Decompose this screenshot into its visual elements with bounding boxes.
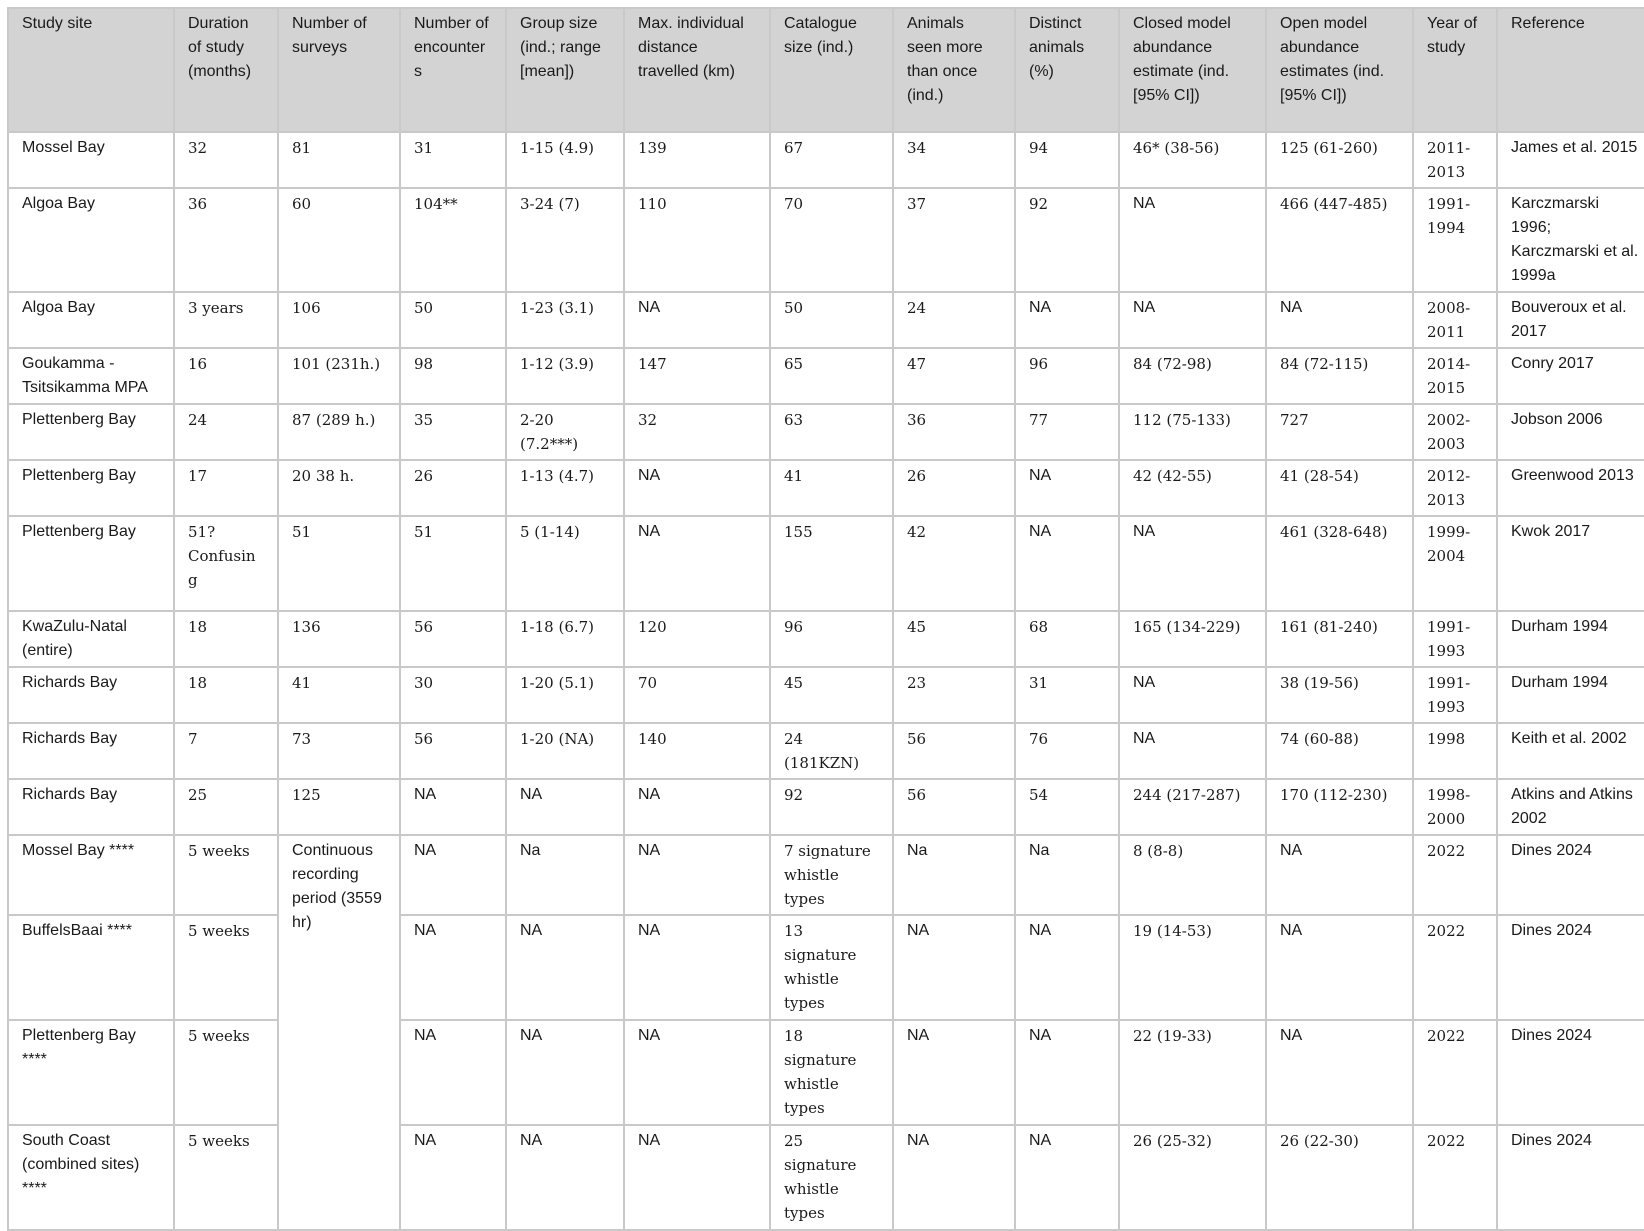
cell-closed: 244 (217-287) (1119, 779, 1266, 835)
cell-duration: 17 (174, 460, 278, 516)
table-row (8, 404, 1644, 460)
cell-distinct: NA (1015, 1125, 1119, 1230)
table-row (8, 779, 1644, 835)
cell-closed: 42 (42-55) (1119, 460, 1266, 516)
cell-ref: Dines 2024 (1497, 1125, 1644, 1230)
cell-ref: Keith et al. 2002 (1497, 723, 1644, 779)
cell-distinct: NA (1015, 292, 1119, 348)
cell-year: 2014-2015 (1413, 348, 1497, 404)
cell-group: 1-15 (4.9) (506, 132, 624, 188)
study-comparison-table (7, 7, 1644, 1231)
cell-year: 1991-1994 (1413, 188, 1497, 292)
cell-open: NA (1266, 1020, 1413, 1125)
cell-distance: 140 (624, 723, 770, 779)
header-group-size: Group size (ind.; range [mean]) (506, 8, 624, 132)
cell-surveys: 101 (231h.) (278, 348, 400, 404)
cell-site: Mossel Bay (8, 132, 174, 188)
cell-catalogue: 155 (770, 516, 893, 611)
cell-site: Mossel Bay **** (8, 835, 174, 915)
header-duration: Duration of study (months) (174, 8, 278, 132)
table-row (8, 516, 1644, 611)
cell-encounters: 56 (400, 723, 506, 779)
cell-year: 2008-2011 (1413, 292, 1497, 348)
cell-catalogue: 13 signature whistle types (770, 915, 893, 1020)
cell-open: 26 (22-30) (1266, 1125, 1413, 1230)
cell-seen: 45 (893, 611, 1015, 667)
cell-seen: 26 (893, 460, 1015, 516)
cell-distinct: NA (1015, 1020, 1119, 1125)
cell-year: 2022 (1413, 1125, 1497, 1230)
cell-distance: NA (624, 516, 770, 611)
header-surveys: Number of surveys (278, 8, 400, 132)
cell-seen: 24 (893, 292, 1015, 348)
cell-ref: Jobson 2006 (1497, 404, 1644, 460)
cell-ref: Durham 1994 (1497, 667, 1644, 723)
cell-distinct: 92 (1015, 188, 1119, 292)
cell-distance: NA (624, 1125, 770, 1230)
cell-duration: 5 weeks (174, 915, 278, 1020)
cell-year: 2022 (1413, 1020, 1497, 1125)
cell-seen: Na (893, 835, 1015, 915)
cell-duration: 5 weeks (174, 1020, 278, 1125)
header-distinct-animals: Distinct animals (%) (1015, 8, 1119, 132)
cell-group: NA (506, 779, 624, 835)
cell-duration: 3 years (174, 292, 278, 348)
cell-distance: NA (624, 779, 770, 835)
cell-distinct: 54 (1015, 779, 1119, 835)
cell-catalogue: 65 (770, 348, 893, 404)
cell-seen: 56 (893, 723, 1015, 779)
cell-year: 1998-2000 (1413, 779, 1497, 835)
cell-surveys: 20 38 h. (278, 460, 400, 516)
cell-duration: 36 (174, 188, 278, 292)
cell-seen: 37 (893, 188, 1015, 292)
cell-open: 74 (60-88) (1266, 723, 1413, 779)
cell-site: Richards Bay (8, 667, 174, 723)
table-row (8, 460, 1644, 516)
cell-open: 38 (19-56) (1266, 667, 1413, 723)
cell-group: 3-24 (7) (506, 188, 624, 292)
cell-catalogue: 18 signature whistle types (770, 1020, 893, 1125)
cell-site: Richards Bay (8, 723, 174, 779)
cell-closed: 26 (25-32) (1119, 1125, 1266, 1230)
cell-site: Richards Bay (8, 779, 174, 835)
cell-seen: NA (893, 1020, 1015, 1125)
cell-distance: 120 (624, 611, 770, 667)
cell-closed: NA (1119, 667, 1266, 723)
cell-closed: 165 (134-229) (1119, 611, 1266, 667)
cell-catalogue: 63 (770, 404, 893, 460)
cell-site: KwaZulu-Natal (entire) (8, 611, 174, 667)
cell-year: 2022 (1413, 915, 1497, 1020)
cell-surveys: 41 (278, 667, 400, 723)
header-reference: Reference (1497, 8, 1644, 132)
table-row (8, 667, 1644, 723)
cell-catalogue: 7 signature whistle types (770, 835, 893, 915)
cell-seen: NA (893, 1125, 1015, 1230)
cell-ref: Durham 1994 (1497, 611, 1644, 667)
cell-group: NA (506, 1020, 624, 1125)
cell-site: Plettenberg Bay (8, 404, 174, 460)
cell-seen: 34 (893, 132, 1015, 188)
cell-surveys: 51 (278, 516, 400, 611)
cell-group: 1-18 (6.7) (506, 611, 624, 667)
cell-distance: 32 (624, 404, 770, 460)
cell-closed: 84 (72-98) (1119, 348, 1266, 404)
cell-seen: 36 (893, 404, 1015, 460)
cell-catalogue: 45 (770, 667, 893, 723)
cell-group: NA (506, 1125, 624, 1230)
cell-closed: 46* (38-56) (1119, 132, 1266, 188)
cell-duration: 51? Confusing (174, 516, 278, 611)
cell-distance: 70 (624, 667, 770, 723)
cell-group: 1-23 (3.1) (506, 292, 624, 348)
cell-closed: 22 (19-33) (1119, 1020, 1266, 1125)
cell-duration: 32 (174, 132, 278, 188)
cell-surveys: 125 (278, 779, 400, 835)
cell-surveys: Continuous recording period (3559 hr) (278, 835, 400, 1230)
cell-open: 461 (328-648) (1266, 516, 1413, 611)
cell-encounters: 50 (400, 292, 506, 348)
cell-site: South Coast (combined sites) **** (8, 1125, 174, 1230)
cell-surveys: 73 (278, 723, 400, 779)
cell-distance: 147 (624, 348, 770, 404)
cell-encounters: 98 (400, 348, 506, 404)
table-row (8, 611, 1644, 667)
table-row (8, 292, 1644, 348)
cell-seen: 23 (893, 667, 1015, 723)
cell-open: NA (1266, 292, 1413, 348)
cell-closed: NA (1119, 188, 1266, 292)
cell-encounters: NA (400, 779, 506, 835)
table-row (8, 1125, 1644, 1230)
table-row (8, 723, 1644, 779)
cell-open: NA (1266, 835, 1413, 915)
cell-year: 2011-2013 (1413, 132, 1497, 188)
cell-year: 1998 (1413, 723, 1497, 779)
cell-distinct: NA (1015, 460, 1119, 516)
cell-distinct: NA (1015, 915, 1119, 1020)
cell-group: 5 (1-14) (506, 516, 624, 611)
cell-year: 1991-1993 (1413, 611, 1497, 667)
cell-encounters: NA (400, 835, 506, 915)
cell-encounters: 104** (400, 188, 506, 292)
cell-site: Algoa Bay (8, 292, 174, 348)
cell-seen: 56 (893, 779, 1015, 835)
cell-encounters: NA (400, 915, 506, 1020)
table-row (8, 132, 1644, 188)
cell-distinct: 94 (1015, 132, 1119, 188)
cell-distinct: 68 (1015, 611, 1119, 667)
cell-distinct: Na (1015, 835, 1119, 915)
cell-seen: 47 (893, 348, 1015, 404)
cell-year: 2022 (1413, 835, 1497, 915)
table-row (8, 348, 1644, 404)
cell-closed: NA (1119, 516, 1266, 611)
cell-encounters: NA (400, 1125, 506, 1230)
cell-encounters: 30 (400, 667, 506, 723)
header-year: Year of study (1413, 8, 1497, 132)
cell-group: NA (506, 915, 624, 1020)
cell-ref: Kwok 2017 (1497, 516, 1644, 611)
cell-year: 2002-2003 (1413, 404, 1497, 460)
cell-ref: Bouveroux et al. 2017 (1497, 292, 1644, 348)
cell-duration: 7 (174, 723, 278, 779)
cell-open: 727 (1266, 404, 1413, 460)
cell-distance: NA (624, 1020, 770, 1125)
cell-open: 125 (61-260) (1266, 132, 1413, 188)
cell-ref: Conry 2017 (1497, 348, 1644, 404)
cell-catalogue: 70 (770, 188, 893, 292)
cell-site: Plettenberg Bay (8, 516, 174, 611)
table-body (8, 132, 1644, 1230)
cell-distinct: 76 (1015, 723, 1119, 779)
cell-open: 170 (112-230) (1266, 779, 1413, 835)
cell-closed: NA (1119, 292, 1266, 348)
header-max-distance: Max. individual distance travelled (km) (624, 8, 770, 132)
cell-site: Goukamma - Tsitsikamma MPA (8, 348, 174, 404)
cell-distance: NA (624, 292, 770, 348)
cell-duration: 18 (174, 667, 278, 723)
cell-site: Algoa Bay (8, 188, 174, 292)
cell-ref: Atkins and Atkins 2002 (1497, 779, 1644, 835)
cell-encounters: 26 (400, 460, 506, 516)
cell-group: Na (506, 835, 624, 915)
cell-closed: NA (1119, 723, 1266, 779)
cell-seen: NA (893, 915, 1015, 1020)
cell-duration: 16 (174, 348, 278, 404)
cell-seen: 42 (893, 516, 1015, 611)
table-row (8, 835, 1644, 915)
cell-surveys: 136 (278, 611, 400, 667)
header-encounters: Number of encounters (400, 8, 506, 132)
cell-catalogue: 50 (770, 292, 893, 348)
cell-group: 1-12 (3.9) (506, 348, 624, 404)
cell-encounters: 31 (400, 132, 506, 188)
cell-site: Plettenberg Bay (8, 460, 174, 516)
cell-distance: NA (624, 835, 770, 915)
cell-open: 84 (72-115) (1266, 348, 1413, 404)
cell-catalogue: 96 (770, 611, 893, 667)
table-row (8, 1020, 1644, 1125)
cell-ref: Dines 2024 (1497, 1020, 1644, 1125)
cell-encounters: 56 (400, 611, 506, 667)
cell-closed: 19 (14-53) (1119, 915, 1266, 1020)
cell-group: 2-20 (7.2***) (506, 404, 624, 460)
cell-catalogue: 25 signature whistle types (770, 1125, 893, 1230)
cell-encounters: NA (400, 1020, 506, 1125)
cell-surveys: 60 (278, 188, 400, 292)
cell-year: 1991-1993 (1413, 667, 1497, 723)
cell-year: 1999-2004 (1413, 516, 1497, 611)
cell-duration: 25 (174, 779, 278, 835)
cell-surveys: 87 (289 h.) (278, 404, 400, 460)
header-closed-model: Closed model abundance estimate (ind. [95% CI]) (1119, 8, 1266, 132)
cell-distinct: NA (1015, 516, 1119, 611)
cell-ref: Dines 2024 (1497, 835, 1644, 915)
header-row (8, 8, 1644, 132)
table-row (8, 915, 1644, 1020)
cell-distinct: 31 (1015, 667, 1119, 723)
cell-distance: 110 (624, 188, 770, 292)
cell-group: 1-13 (4.7) (506, 460, 624, 516)
cell-distinct: 96 (1015, 348, 1119, 404)
cell-closed: 8 (8-8) (1119, 835, 1266, 915)
cell-distinct: 77 (1015, 404, 1119, 460)
header-open-model: Open model abundance estimates (ind. [95% CI]) (1266, 8, 1413, 132)
cell-duration: 24 (174, 404, 278, 460)
cell-encounters: 35 (400, 404, 506, 460)
cell-site: Plettenberg Bay **** (8, 1020, 174, 1125)
cell-duration: 18 (174, 611, 278, 667)
cell-catalogue: 67 (770, 132, 893, 188)
cell-catalogue: 92 (770, 779, 893, 835)
cell-distance: NA (624, 460, 770, 516)
cell-distance: NA (624, 915, 770, 1020)
cell-duration: 5 weeks (174, 835, 278, 915)
header-seen-more-than-once: Animals seen more than once (ind.) (893, 8, 1015, 132)
cell-ref: James et al. 2015 (1497, 132, 1644, 188)
cell-catalogue: 41 (770, 460, 893, 516)
cell-ref: Dines 2024 (1497, 915, 1644, 1020)
cell-site: BuffelsBaai **** (8, 915, 174, 1020)
header-catalogue-size: Catalogue size (ind.) (770, 8, 893, 132)
cell-closed: 112 (75-133) (1119, 404, 1266, 460)
cell-surveys: 106 (278, 292, 400, 348)
cell-surveys: 81 (278, 132, 400, 188)
cell-duration: 5 weeks (174, 1125, 278, 1230)
cell-open: 161 (81-240) (1266, 611, 1413, 667)
cell-group: 1-20 (NA) (506, 723, 624, 779)
cell-open: 466 (447-485) (1266, 188, 1413, 292)
table-container (7, 7, 1644, 1231)
cell-catalogue: 24 (181KZN) (770, 723, 893, 779)
header-study-site: Study site (8, 8, 174, 132)
cell-group: 1-20 (5.1) (506, 667, 624, 723)
cell-ref: Greenwood 2013 (1497, 460, 1644, 516)
cell-year: 2012-2013 (1413, 460, 1497, 516)
cell-open: NA (1266, 915, 1413, 1020)
cell-ref: Karczmarski 1996; Karczmarski et al. 1999a (1497, 188, 1644, 292)
table-row (8, 188, 1644, 292)
cell-distance: 139 (624, 132, 770, 188)
cell-encounters: 51 (400, 516, 506, 611)
cell-open: 41 (28-54) (1266, 460, 1413, 516)
